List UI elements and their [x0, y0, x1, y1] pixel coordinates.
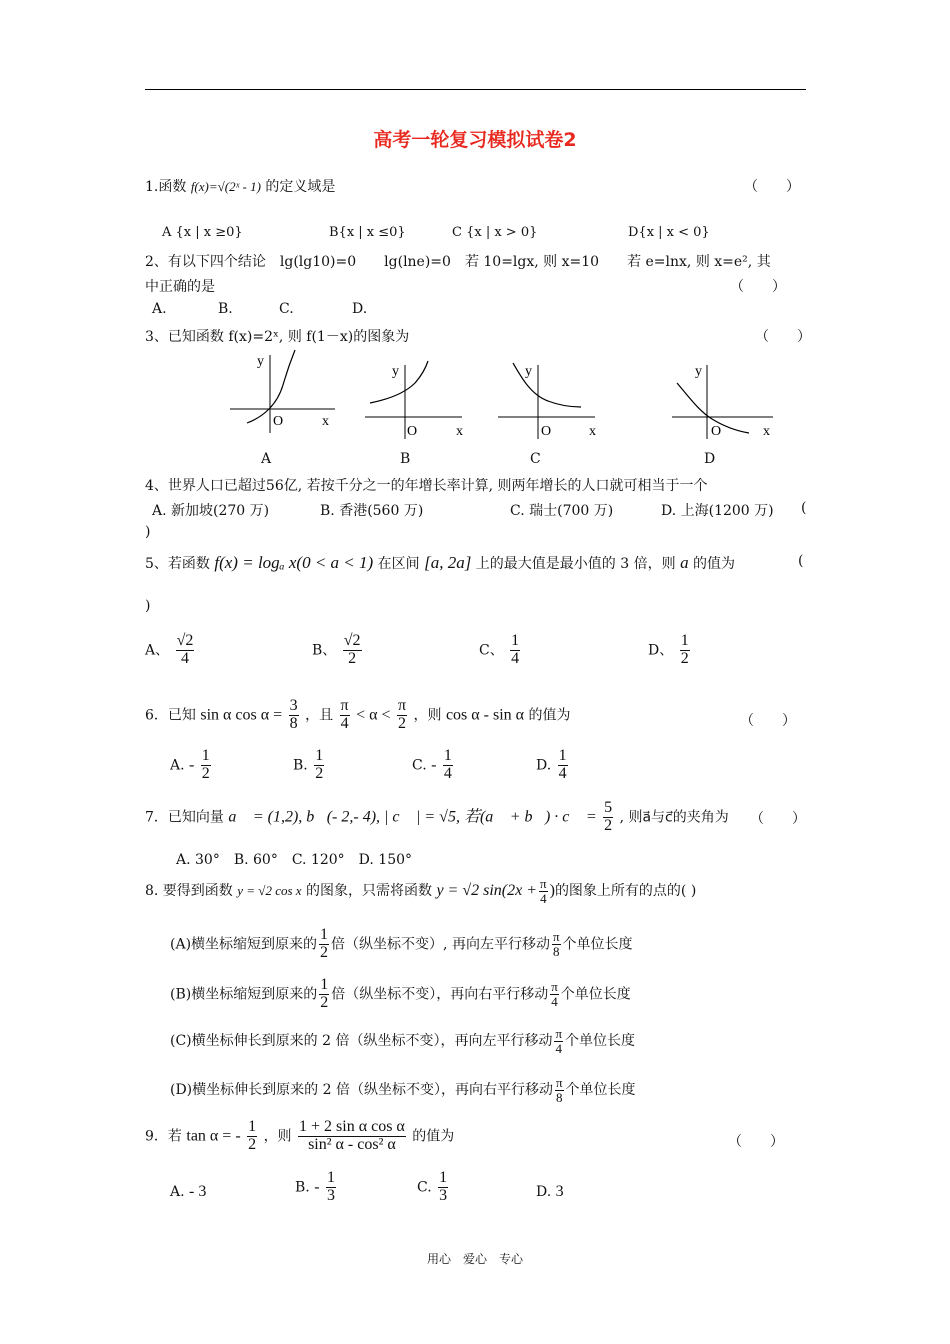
q9-answer-paren: （ ）: [728, 1134, 784, 1150]
svg-text:O: O: [711, 424, 722, 439]
q5-option-b: B、 $\frac{√2}{2}$: [312, 632, 361, 667]
q1-stem: 1.函数 f(x)=√(2ˣ - 1) 的定义域是: [145, 179, 336, 195]
axis-x-label: x: [322, 414, 329, 429]
svg-text:x: x: [456, 424, 463, 439]
axis-y-label: y: [257, 354, 264, 369]
q9-option-a: A. - 3: [170, 1183, 207, 1200]
q7-answer-paren: （ ）: [750, 811, 806, 827]
q5-paren-close: ): [145, 598, 151, 614]
q2-answer-paren: （ ）: [730, 279, 786, 295]
q5-option-a: A、 $\frac{√2}{4}$: [145, 632, 194, 667]
q3-label-b: B: [400, 451, 411, 467]
q9-stem: 9．若 tan α = - $\frac{1}{2}$ ，则 $\frac{\text{1 + 2 sin α cos α}}{\text{sin² α - cos² α}}$ 的值为: [145, 1118, 455, 1153]
q5-stem: 5、若函数 f(x) = logₐ x(0 < a < 1) 在区间 [a, 2a] 上的最大值是最小值的 3 倍，则 a 的值为: [145, 553, 736, 572]
svg-text:O: O: [541, 424, 552, 439]
q2-option-a: A.: [152, 301, 167, 317]
q2-stem-line1: 2、有以下四个结论 lg(lg10)=0 lg(lne)=0 若 10=lgx, 则 x=10 若 e=lnx, 则 x=e², 其: [145, 254, 771, 270]
svg-text:y: y: [695, 364, 702, 379]
q4-option-a: A. 新加坡(270 万): [152, 503, 270, 519]
q6-stem: 6．已知 sin α cos α = $\frac{3}{8}$ ，且 $\frac{\pi}{4}$ < α < $\frac{\pi}{2}$ ，则 cos α - sin α 的值为: [145, 697, 571, 732]
q4-stem: 4、世界人口已超过56亿, 若按千分之一的年增长率计算, 则两年增长的人口就可相当于一个: [145, 478, 708, 494]
q7-options: A. 30° B. 60° C. 120° D. 150°: [176, 852, 413, 868]
q1-option-b: B{x | x ≤0}: [329, 225, 406, 240]
q3-graph-b: [360, 355, 470, 440]
q9-option-b: B. - $\frac{1}{3}$: [295, 1169, 335, 1204]
q8-option-a: (A)横坐标缩短到原来的 $\frac{1}{2}$ 倍（纵坐标不变）, 再向左平行移动 $\frac{\pi}{8}$ 个单位长度: [170, 926, 633, 961]
q1-option-c: C {x | x > 0}: [452, 225, 538, 240]
q4-paren-close: ): [145, 524, 151, 540]
q8-stem: 8. 要得到函数 y = √2 cos x 的图象，只需将函数 y = √2 sin(2x + $\frac{\pi}{4}$ )的图象上所有的点的( ): [145, 876, 697, 906]
svg-text:y: y: [392, 364, 399, 379]
q5-option-c: C、 $\frac{1}{4}$: [479, 632, 520, 667]
q3-stem: 3、已知函数 f(x)=2ˣ, 则 f(1－x)的图象为: [145, 329, 410, 345]
svg-text:x: x: [763, 424, 770, 439]
page-title: 高考一轮复习模拟试卷2: [373, 129, 577, 151]
q2-stem-line2: 中正确的是: [145, 279, 215, 295]
q8-option-b: (B)横坐标缩短到原来的 $\frac{1}{2}$ 倍（纵坐标不变），再向右平行移动 $\frac{\pi}{4}$ 个单位长度: [170, 976, 631, 1011]
q8-option-c: (C)横坐标伸长到原来的 2 倍（纵坐标不变），再向左平行移动 $\frac{\pi}{4}$ 个单位长度: [170, 1026, 636, 1056]
q6-option-d: D. $\frac{1}{4}$: [536, 747, 567, 782]
svg-text:O: O: [407, 424, 418, 439]
page-footer: 用心 爱心 专心: [426, 1252, 523, 1266]
q1-answer-paren: （ ）: [744, 179, 800, 195]
q6-option-a: A. - $\frac{1}{2}$: [170, 747, 210, 782]
q7-stem: 7．已知向量 a⃗ = (1,2), b⃗(- 2,- 4), | c⃗ | = √5, 若(a⃗ + b⃗) · c⃗ = $\frac{5}{2}$ , 则a⃗与c⃗的夹角为: [145, 799, 729, 834]
q4-option-c: C. 瑞士(700 万): [510, 503, 614, 519]
q1-option-d: D{x | x < 0}: [628, 225, 710, 240]
q4-paren-open: (: [801, 500, 807, 516]
origin-label: O: [273, 414, 284, 429]
q2-option-d: D.: [352, 301, 368, 317]
q3-label-d: D: [704, 451, 716, 467]
svg-text:x: x: [589, 424, 596, 439]
q5-option-d: D、 $\frac{1}{2}$: [648, 632, 689, 667]
q1-function: f(x)=√(2ˣ - 1): [190, 179, 261, 194]
q5-function: f(x) = logₐ x(0 < a < 1): [214, 553, 374, 572]
q3-answer-paren: （ ）: [755, 329, 811, 345]
q6-answer-paren: （ ）: [740, 713, 796, 729]
q3-label-c: C: [530, 451, 541, 467]
q8-option-d: (D)横坐标伸长到原来的 2 倍（纵坐标不变），再向右平行移动 $\frac{\pi}{8}$ 个单位长度: [170, 1075, 636, 1105]
header-rule: [145, 89, 806, 90]
svg-text:y: y: [525, 364, 532, 379]
q4-option-b: B. 香港(560 万): [320, 503, 424, 519]
q6-option-c: C. - $\frac{1}{4}$: [412, 747, 452, 782]
q3-graph-d: [667, 355, 782, 440]
q9-option-d: D. 3: [536, 1183, 564, 1200]
q6-option-b: B. $\frac{1}{2}$: [293, 747, 324, 782]
q1-option-a: A {x | x ≥0}: [162, 225, 243, 240]
q5-paren-open: (: [798, 553, 804, 569]
q5-interval: [a, 2a]: [424, 553, 472, 572]
q3-graph-a: [225, 345, 345, 435]
q9-option-c: C. $\frac{1}{3}$: [417, 1169, 448, 1204]
q3-label-a: A: [261, 451, 272, 467]
q4-option-d: D. 上海(1200 万): [661, 503, 774, 519]
q2-option-b: B.: [218, 301, 233, 317]
q2-option-c: C.: [279, 301, 294, 317]
q3-graph-c: [493, 355, 603, 440]
